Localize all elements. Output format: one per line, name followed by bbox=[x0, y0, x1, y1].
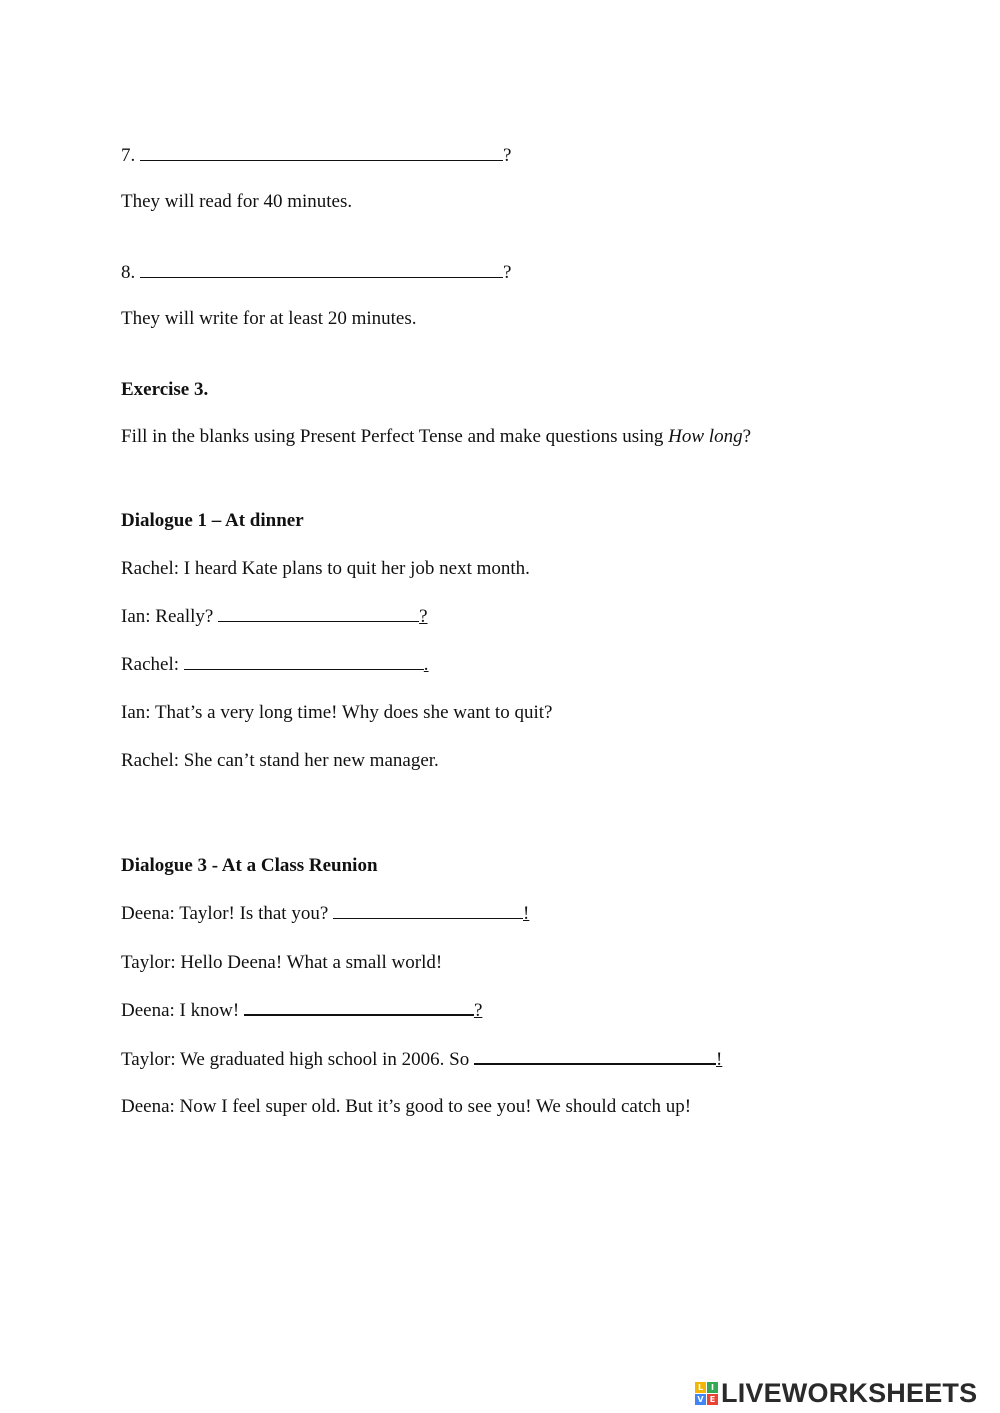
question-8 bbox=[121, 261, 511, 285]
answer-blank-7[interactable] bbox=[140, 144, 503, 161]
speaker-text: Deena: I know! bbox=[121, 1000, 244, 1021]
exercise-3-title: Exercise 3. bbox=[121, 379, 209, 400]
dialogue-3-line-5: Deena: Now I feel super old. But it’s good to see you! We should catch up! bbox=[121, 1096, 692, 1117]
dialogue-1-line-4: Ian: That’s a very long time! Why does she want to quit? bbox=[121, 702, 553, 723]
answer-blank-8[interactable] bbox=[140, 261, 503, 278]
question-end: ? bbox=[503, 262, 512, 283]
instruction-end: ? bbox=[742, 426, 752, 447]
speaker-text: Taylor: We graduated high school in 2006. So bbox=[121, 1049, 474, 1070]
question-number: 8. bbox=[121, 262, 136, 283]
dialogue-1-line-3 bbox=[121, 653, 429, 677]
dialogue-3-blank-2[interactable] bbox=[244, 998, 474, 1016]
answer-7: They will read for 40 minutes. bbox=[121, 191, 353, 212]
blank-end: ? bbox=[473, 1000, 483, 1021]
question-number: 7. bbox=[121, 145, 136, 166]
speaker-text: Deena: Taylor! Is that you? bbox=[121, 903, 333, 924]
dialogue-1-line-2 bbox=[121, 605, 428, 629]
answer-8: They will write for at least 20 minutes. bbox=[121, 308, 417, 329]
logo-text: LIVEWORKSHEETS bbox=[721, 1378, 978, 1408]
dialogue-1-blank-1[interactable] bbox=[218, 605, 419, 622]
logo-mark-cell: V bbox=[695, 1394, 706, 1405]
dialogue-3-title: Dialogue 3 - At a Class Reunion bbox=[121, 855, 378, 876]
dialogue-3-line-1 bbox=[121, 902, 529, 926]
exercise-3-instruction bbox=[121, 425, 751, 449]
question-7 bbox=[121, 144, 511, 168]
dialogue-1-line-1: Rachel: I heard Kate plans to quit her job next month. bbox=[121, 558, 530, 579]
blank-end: ! bbox=[715, 1049, 723, 1070]
logo-mark-cell: E bbox=[707, 1394, 718, 1405]
dialogue-1-line-5: Rachel: She can’t stand her new manager. bbox=[121, 750, 439, 771]
logo-mark-cell: L bbox=[695, 1382, 706, 1393]
blank-end: . bbox=[423, 654, 429, 675]
dialogue-3-line-2: Taylor: Hello Deena! What a small world! bbox=[121, 952, 443, 973]
liveworksheets-logo bbox=[695, 1378, 977, 1409]
dialogue-3-blank-3[interactable] bbox=[474, 1047, 716, 1065]
blank-end: ? bbox=[419, 606, 428, 627]
blank-end: ! bbox=[523, 903, 530, 924]
dialogue-3-line-3 bbox=[121, 998, 482, 1023]
speaker-text: Ian: Really? bbox=[121, 606, 219, 627]
dialogue-3-blank-1[interactable] bbox=[333, 902, 523, 919]
logo-mark-icon bbox=[695, 1382, 718, 1405]
speaker-text: Rachel: bbox=[121, 654, 184, 675]
dialogue-3-line-4 bbox=[121, 1047, 722, 1072]
dialogue-1-title: Dialogue 1 – At dinner bbox=[121, 510, 304, 531]
question-end: ? bbox=[503, 145, 512, 166]
logo-mark-cell: I bbox=[707, 1382, 718, 1393]
instruction-italic: How long bbox=[668, 426, 743, 447]
instruction-text: Fill in the blanks using Present Perfect Tense and make questions using bbox=[121, 426, 669, 447]
dialogue-1-blank-2[interactable] bbox=[184, 653, 424, 670]
